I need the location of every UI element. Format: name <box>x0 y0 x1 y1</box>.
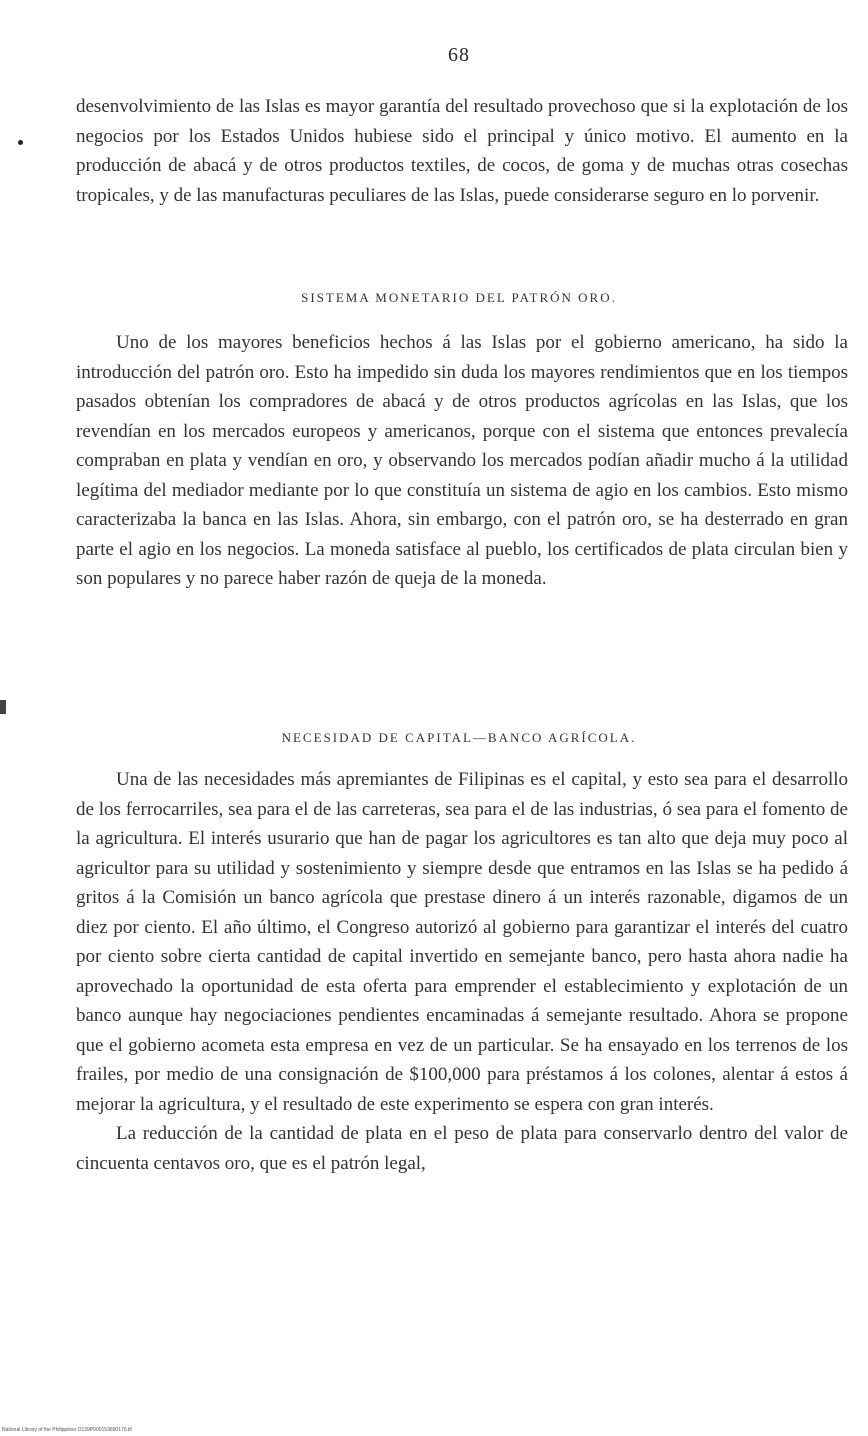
page-number: 68 <box>448 44 470 66</box>
scan-edge-mark <box>0 700 6 714</box>
section-heading-gold-standard: SISTEMA MONETARIO DEL PATRÓN ORO. <box>301 290 617 305</box>
paragraph-capital: Una de las necesidades más apremiantes de Filipinas es el capital, y esto sea para el desarrollo de los ferrocarriles, sea para el de las carreteras, sea para el de las industrias, ó sea para el fomento de la agricultura. El interés usurario que han de pagar los agricultores es tan alto que deja muy poco al agricultor para su utilidad y sostenimiento y siempre desde que entramos en las Islas se ha pedido á gritos á la Comisión un banco agrícola que prestase dinero á un interés razonable, digamos de un diez por ciento. El año último, el Congreso autorizó al gobierno para garantizar el interés del cuatro por ciento sobre cierta cantidad de capital invertido en semejante banco, pero hasta ahora nadie ha aprovechado la oportunidad de esta oferta para emprender el establecimiento y explotación de un banco aunque hay negociaciones pendientes encaminadas á semejante resultado. Ahora se propone que el gobierno acometa esta empresa en vez de un particular. Se ha ensayado en los terrenos de los frailes, por medio de una consignación de $100,000 para préstamos á los colones, alentar á estos á mejorar la agricultura, y el resultado de este experimento se espera con gran interés. <box>76 769 848 1115</box>
paragraph-continuation: desenvolvimiento de las Islas es mayor garantía del resultado provechoso que si la explotación de los negocios por los Estados Unidos hubiese sido el principal y único motivo. El aumento en la producción de abacá y de otros productos textiles, de cocos, de goma y de muchas otras cosechas tropicales, y de las manufacturas peculiares de las Islas, puede considerarse seguro en lo porvenir. <box>76 96 848 206</box>
text-block-1 <box>76 92 848 210</box>
margin-dot <box>18 140 23 145</box>
text-block-3 <box>76 765 848 1178</box>
paragraph-silver-reduction: La reducción de la cantidad de plata en el peso de plata para conservarlo dentro del valor de cincuenta centavos oro, que es el patrón legal, <box>76 1123 848 1174</box>
text-block-2 <box>76 328 848 594</box>
paragraph-gold-standard: Uno de los mayores beneficios hechos á las Islas por el gobierno americano, ha sido la introducción del patrón oro. Esto ha impedido sin duda los mayores rendimientos que en los tiempos pasados obtenían los compradores de abacá y de otros productos agrícolas en las Islas, que los revendían en los mercados europeos y americanos, porque con el sistema que entonces prevalecía compraban en plata y vendían en oro, y observando los mercados podían añadir mucho á la utilidad legítima del mediador mediante por lo que constituía un sistema de agio en los cambios. Esto mismo caracterizaba la banca en las Islas. Ahora, sin embargo, con el patrón oro, se ha desterrado en gran parte el agio en los negocios. La moneda satisface al pueblo, los certificados de plata circulan bien y son populares y no parece haber razón de queja de la moneda. <box>76 332 848 589</box>
scan-footer-label: National Library of the Philippines D139P000153690170.tif <box>2 1427 132 1433</box>
section-heading-capital: NECESIDAD DE CAPITAL—BANCO AGRÍCOLA. <box>281 730 637 745</box>
